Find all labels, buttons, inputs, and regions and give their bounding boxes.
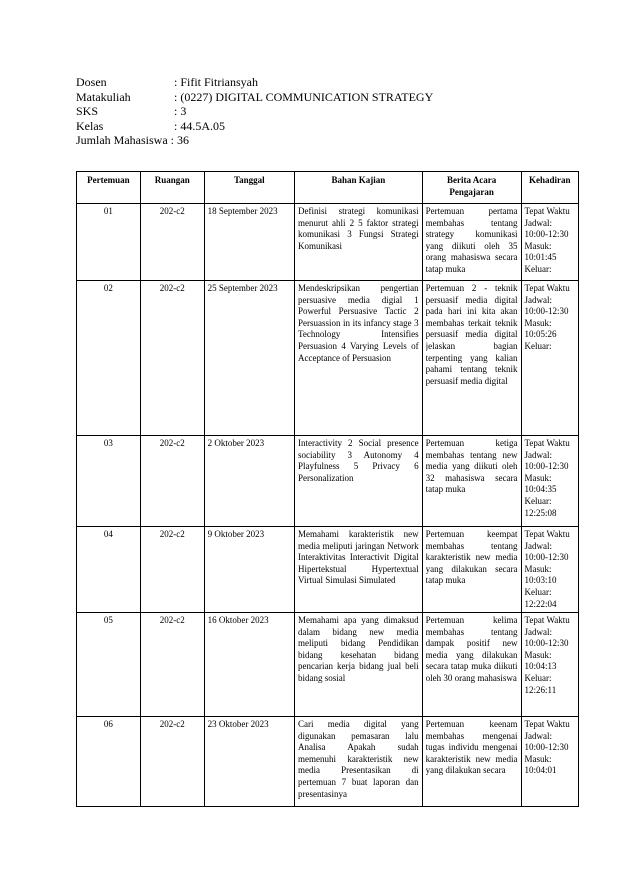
kehadiran-line: Keluar: (524, 672, 552, 683)
kehadiran-line: Tepat Waktu (524, 615, 570, 625)
kehadiran-cell (521, 527, 578, 613)
tanggal-cell-text: 16 Oktober 2023 (207, 615, 269, 625)
kehadiran-line: Tepat Waktu (524, 438, 570, 448)
kehadiran-line: 10:04:01 (524, 765, 557, 776)
ruangan-cell (140, 717, 204, 807)
kehadiran-line: Tepat Waktu (524, 529, 570, 539)
ruangan-cell-text: 202-c2 (159, 529, 185, 539)
sks-value: : 3 (174, 104, 187, 119)
pertemuan-cell (77, 613, 141, 717)
ruangan-cell-text: 202-c2 (159, 719, 185, 729)
pertemuan-cell-text: 04 (103, 529, 113, 539)
berita-acara-cell (422, 204, 521, 281)
berita-acara-cell-text: Pertemuan pertama membahas tentang strategy komunikasi yang diikuti oleh 35 orang mahasiswa secara tatap muka (425, 206, 518, 274)
berita-acara-cell-text: Pertemuan kelima membahas tentang dampak positif new media yang dilakukan secara tatap muka diikuti oleh 30 orang mahasiswa (425, 615, 518, 683)
kelas-value: : 44.5A.05 (174, 118, 225, 133)
ruangan-cell (140, 527, 204, 613)
kehadiran-line: Jadwal: (524, 217, 553, 228)
pertemuan-cell (77, 527, 141, 613)
berita-acara-cell-text: Pertemuan 2 - teknik persuasif media digital pada hari ini kita akan membahas terkait teknik persuasif media digital jelaskan bagian terpenting yang kalian pahami tentang teknik persuasif media digital (425, 283, 518, 386)
ruangan-cell-text: 202-c2 (159, 283, 185, 293)
bahan-kajian-cell (295, 436, 423, 527)
tanggal-cell-text: 2 Oktober 2023 (207, 438, 265, 448)
bahan-kajian-cell-text: Memahami karakteristik new media meliputi jaringan Network Interaktivitas Interactivit Digital Hipertekstual Hypertextual Virtual Simulasi Simulated (298, 529, 419, 586)
table-row (77, 717, 579, 807)
bahan-kajian-cell-text: Cari media digital yang digunakan pemasaran lalu Analisa Apakah sudah memenuhi karakteristik new media Presentasikan di pertemuan 7 buat laporan dan presentasinya (298, 719, 419, 799)
kehadiran-line: 10:04:35 (524, 484, 557, 495)
berita-acara-cell (422, 436, 521, 527)
kehadiran-cell (521, 436, 578, 527)
berita-acara-cell (422, 281, 521, 436)
kehadiran-line: Keluar: (524, 340, 552, 351)
kehadiran-line: 10:03:10 (524, 575, 557, 586)
berita-acara-cell (422, 717, 521, 807)
berita-acara-cell-text: Pertemuan keenam membahas mengenai tugas individu mengenai karakteristik new media yang dilakukan secara (425, 719, 518, 776)
kehadiran-line: 12:26:11 (524, 684, 557, 695)
pertemuan-cell (77, 436, 141, 527)
tanggal-cell-text: 9 Oktober 2023 (207, 529, 265, 539)
dosen-value: : Fifit Fitriansyah (174, 75, 258, 89)
course-info (76, 75, 433, 148)
tanggal-cell-text: 18 September 2023 (207, 206, 278, 216)
kehadiran-cell (521, 204, 578, 281)
sks-row (76, 104, 433, 119)
kehadiran-line: 10:01:45 (524, 252, 557, 263)
kehadiran-line: Tepat Waktu (524, 283, 570, 293)
kehadiran-line: 12:25:08 (524, 507, 557, 518)
kehadiran-line: 10:00-12:30 (524, 638, 569, 649)
bahan-kajian-cell (295, 717, 423, 807)
bahan-kajian-cell (295, 527, 423, 613)
kehadiran-line: Masuk: (524, 240, 552, 251)
kehadiran-line: Keluar: (524, 495, 552, 506)
kehadiran-line: 10:04:13 (524, 661, 557, 672)
pertemuan-cell-text: 05 (103, 615, 113, 625)
bahan-kajian-cell-text: Memahami apa yang dimaksud dalam bidang new media meliputi bidang Pendidikan bidang kesehatan bidang pencarian kerja bidang jual beli bidang sosial (298, 615, 419, 683)
kehadiran-line: 10:00-12:30 (524, 742, 569, 753)
ruangan-cell (140, 436, 204, 527)
kehadiran-line: Jadwal: (524, 730, 553, 741)
bahan-kajian-cell (295, 204, 423, 281)
kehadiran-line: 10:00-12:30 (524, 306, 569, 317)
dosen-label: Dosen (76, 75, 107, 89)
attendance-table (76, 171, 579, 807)
kehadiran-line: Keluar: (524, 586, 552, 597)
kehadiran-line: Masuk: (524, 649, 552, 660)
berita-acara-cell (422, 527, 521, 613)
pertemuan-cell-text: 03 (103, 438, 113, 448)
kehadiran-line: Keluar: (524, 263, 552, 274)
pertemuan-cell (77, 717, 141, 807)
kehadiran-cell (521, 613, 578, 717)
kehadiran-line: Masuk: (524, 317, 552, 328)
dosen-row (76, 75, 433, 90)
table-row (77, 436, 579, 527)
table-header-row (77, 172, 579, 204)
kehadiran-line: Jadwal: (524, 540, 553, 551)
matakuliah-label: Matakuliah (76, 89, 131, 104)
matakuliah-value: : (0227) DIGITAL COMMUNICATION STRATEGY (174, 89, 434, 104)
table-row (77, 281, 579, 436)
header-pertemuan: Pertemuan (77, 172, 141, 204)
pertemuan-cell (77, 281, 141, 436)
jumlah-row (76, 133, 433, 148)
tanggal-cell (204, 436, 294, 527)
kehadiran-line: Jadwal: (524, 294, 553, 305)
kehadiran-line: 10:00-12:30 (524, 552, 569, 563)
tanggal-cell (204, 527, 294, 613)
kehadiran-line: Masuk: (524, 472, 552, 483)
bahan-kajian-cell (295, 613, 423, 717)
kehadiran-line: Jadwal: (524, 449, 553, 460)
kehadiran-line: Jadwal: (524, 626, 553, 637)
tanggal-cell (204, 204, 294, 281)
header-kehadiran: Kehadiran (521, 172, 578, 204)
jumlah-label: Jumlah Mahasiswa (76, 133, 168, 148)
ruangan-cell-text: 202-c2 (159, 438, 185, 448)
kehadiran-line: Tepat Waktu (524, 206, 570, 216)
bahan-kajian-cell (295, 281, 423, 436)
tanggal-cell (204, 613, 294, 717)
pertemuan-cell-text: 01 (103, 206, 113, 216)
kehadiran-line: 10:00-12:30 (524, 229, 569, 240)
tanggal-cell (204, 717, 294, 807)
kelas-label: Kelas (76, 118, 104, 133)
matakuliah-row (76, 90, 433, 105)
ruangan-cell-text: 202-c2 (159, 206, 185, 216)
kehadiran-line: Masuk: (524, 753, 552, 764)
kehadiran-line: Masuk: (524, 563, 552, 574)
header-tanggal: Tanggal (204, 172, 294, 204)
table-row (77, 204, 579, 281)
bahan-kajian-cell-text: Mendeskripsikan pengertian persuasive media digial 1 Powerful Persuasive Tactic 2 Persuassion in its infancy stage 3 Technology Intensifies Persuasion 4 Varying Levels of Acceptance of Persuasion (298, 283, 419, 363)
ruangan-cell (140, 204, 204, 281)
kelas-row (76, 119, 433, 134)
bahan-kajian-cell-text: Interactivity 2 Social presence sociability 3 Autonomy 4 Playfulness 5 Privacy 6 Personalization (298, 438, 419, 483)
berita-acara-cell-text: Pertemuan ketiga membahas tentang new media yang diikuti oleh 32 mahasiswa secara tatap muka (425, 438, 518, 495)
kehadiran-line: Tepat Waktu (524, 719, 570, 729)
kehadiran-line: 10:05:26 (524, 329, 557, 340)
jumlah-value: : 36 (170, 133, 189, 148)
tanggal-cell-text: 25 September 2023 (207, 283, 278, 293)
header-ruangan: Ruangan (140, 172, 204, 204)
kehadiran-line: 12:22:04 (524, 598, 557, 609)
berita-acara-cell (422, 613, 521, 717)
berita-acara-cell-text: Pertemuan keempat membahas tentang karakteristik new media yang dilakukan secara tatap muka (425, 529, 518, 586)
sks-label: SKS (76, 104, 99, 119)
kehadiran-cell (521, 281, 578, 436)
table-row (77, 527, 579, 613)
pertemuan-cell-text: 06 (103, 719, 113, 729)
bahan-kajian-cell-text: Definisi strategi komunikasi menurut ahli 2 5 faktor strategi komunikasi 3 Fungsi Strategi Komunikasi (298, 206, 419, 251)
ruangan-cell-text: 202-c2 (159, 615, 185, 625)
header-berita-acara: Berita Acara Pengajaran (422, 172, 521, 204)
pertemuan-cell (77, 204, 141, 281)
table-row (77, 613, 579, 717)
tanggal-cell-text: 23 Oktober 2023 (207, 719, 269, 729)
ruangan-cell (140, 613, 204, 717)
header-bahan-kajian: Bahan Kajian (295, 172, 423, 204)
kehadiran-cell (521, 717, 578, 807)
pertemuan-cell-text: 02 (103, 283, 113, 293)
kehadiran-line: 10:00-12:30 (524, 461, 569, 472)
tanggal-cell (204, 281, 294, 436)
ruangan-cell (140, 281, 204, 436)
